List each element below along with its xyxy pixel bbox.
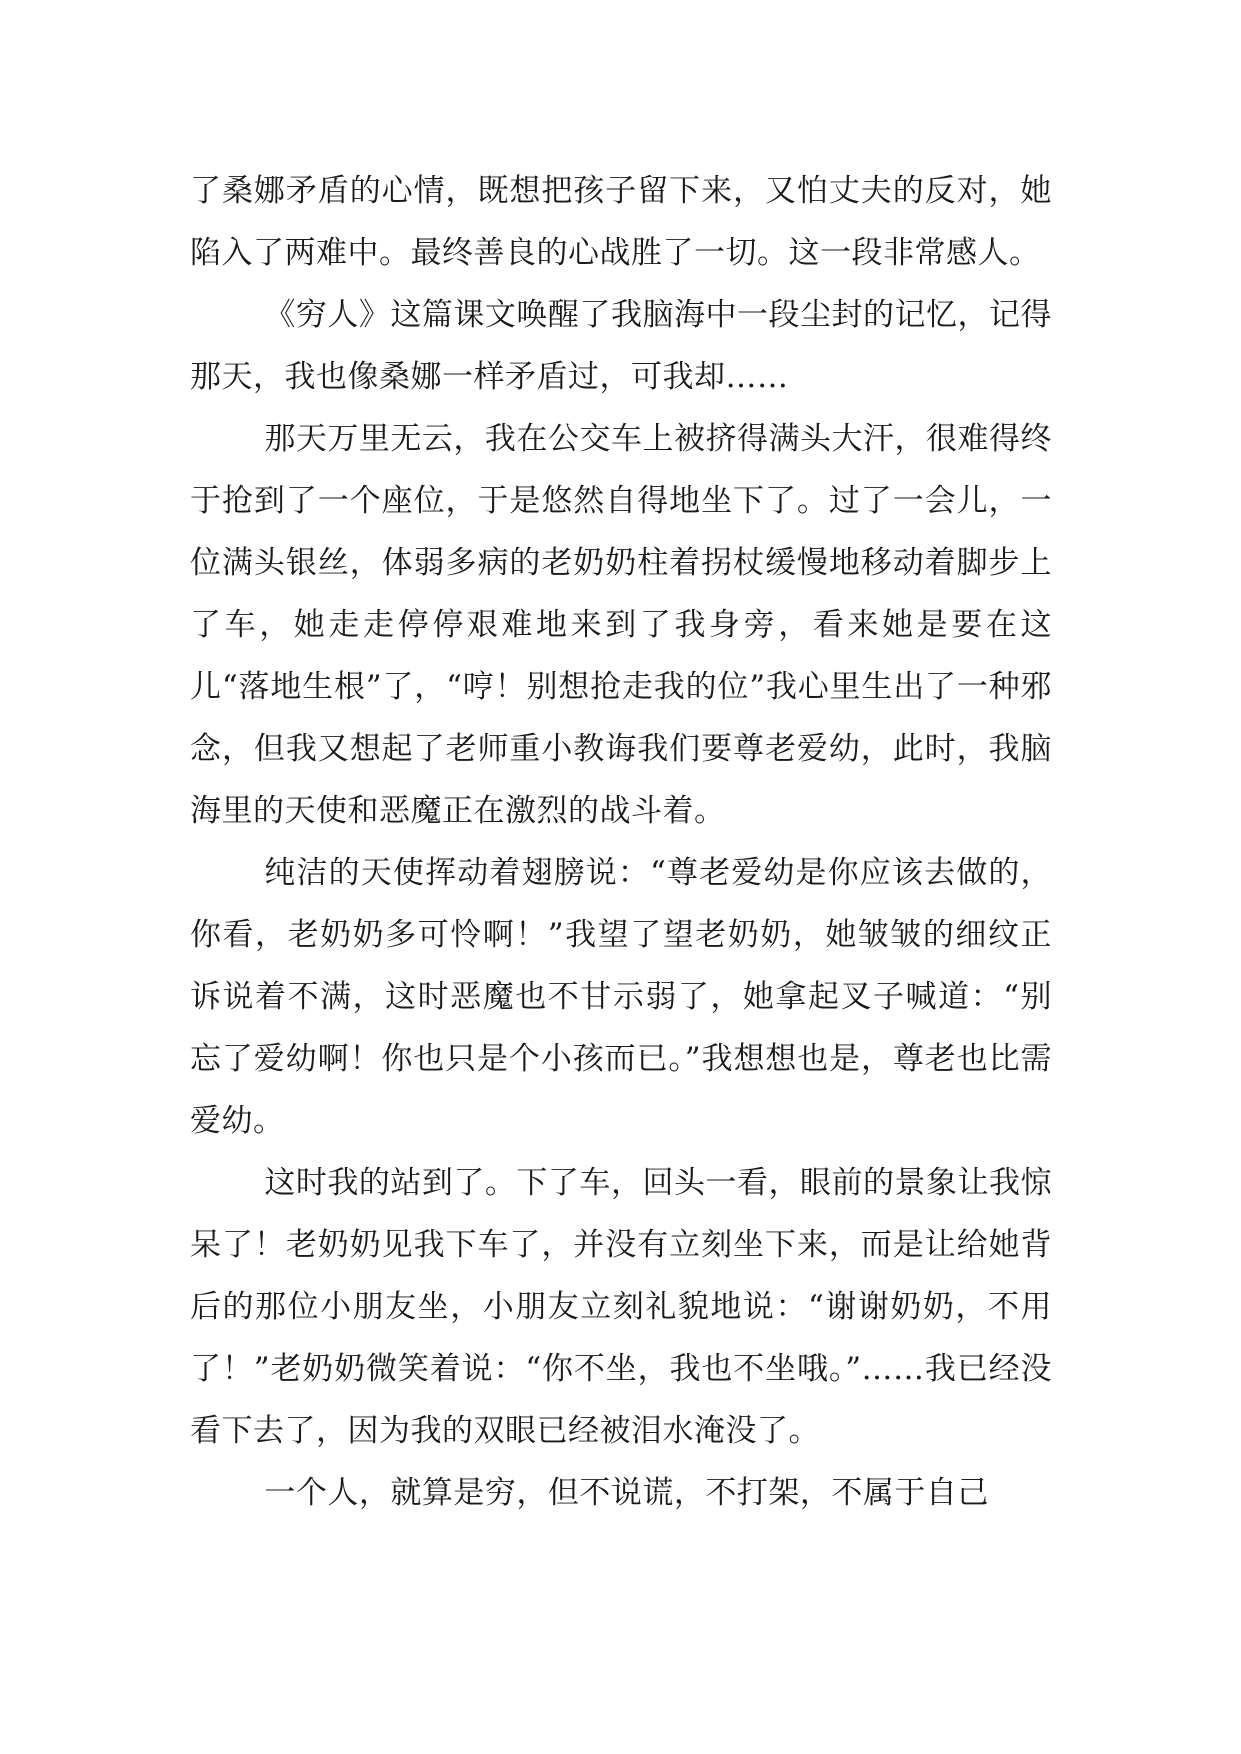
paragraph-5: 这时我的站到了。下了车，回头一看，眼前的景象让我惊呆了！老奶奶见我下车了，并没有立刻坐下来，而是让给她背后的那位小朋友坐，小朋友立刻礼貌地说：“谢谢奶奶，不用了！”老奶奶微笑着说：“你不坐，我也不坐哦。”……我已经没看下去了，因为我的双眼已经被泪水淹没了。 (190, 1165, 1052, 1449)
paragraph-3: 那天万里无云，我在公交车上被挤得满头大汗，很难得终于抢到了一个座位，于是悠然自得地坐下了。过了一会儿，一位满头银丝，体弱多病的老奶奶柱着拐杖缓慢地移动着脚步上了车，她走走停停艰难地来到了我身旁，看来她是要在这儿“落地生根”了，“哼！别想抢走我的位”我心里生出了一种邪念，但我又想起了老师重小教诲我们要尊老爱幼，此时，我脑海里的天使和恶魔正在激烈的战斗着。 (190, 421, 1052, 829)
paragraph-1: 了桑娜矛盾的心情，既想把孩子留下来，又怕丈夫的反对，她陷入了两难中。最终善良的心战胜了一切。这一段非常感人。 (190, 173, 1052, 271)
paragraph-2: 《穷人》这篇课文唤醒了我脑海中一段尘封的记忆，记得那天，我也像桑娜一样矛盾过，可我却…… (190, 297, 1052, 395)
document-body (190, 160, 1052, 1524)
paragraph-6: 一个人，就算是穷，但不说谎，不打架，不属于自己 (264, 1475, 989, 1511)
paragraph-4: 纯洁的天使挥动着翅膀说：“尊老爱幼是你应该去做的，你看，老奶奶多可怜啊！”我望了望老奶奶，她皱皱的细纹正诉说着不满，这时恶魔也不甘示弱了，她拿起叉子喊道：“别忘了爱幼啊！你也只是个小孩而已。”我想想也是，尊老也比需爱幼。 (190, 855, 1052, 1139)
